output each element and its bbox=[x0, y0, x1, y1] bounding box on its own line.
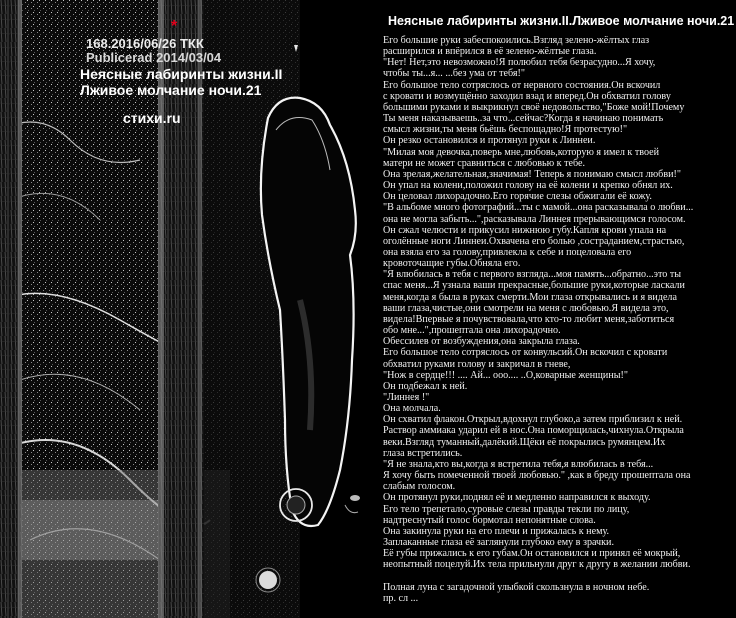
story-line: Она закинула руки на его плечи и прижалась к нему. bbox=[383, 525, 610, 537]
story-line: Она молчала. bbox=[383, 403, 441, 415]
story-line: матери не может сравниться с любовью к тебе. bbox=[383, 157, 586, 169]
story-line: Он сжал челюсти и прикусил нижнюю губу.Капля крови упала на bbox=[383, 224, 667, 236]
story-line: Он резко остановился и протянул руки к Линнеи. bbox=[383, 135, 596, 147]
story-title: Неясные лабиринты жизни.II.Лживое молчание ночи.21 bbox=[388, 14, 735, 28]
story-line: "В альбоме много фотографий...ты с мамой...она расказывала о любви... bbox=[383, 202, 694, 214]
story-line: "Линнея !" bbox=[383, 392, 430, 403]
story-line: Его большое тело сотряслось от нервного состояния.Он вскочил bbox=[383, 79, 661, 91]
post-number-date: 168.2016/06/26 ТКК bbox=[86, 36, 204, 51]
story-line: Он подбежал к ней. bbox=[383, 380, 468, 392]
story-line: Он упал на колени,положил голову на её колени и крепко обнял их. bbox=[383, 180, 673, 192]
photo-title-line2: Лживое молчание ночи.21 bbox=[80, 82, 262, 98]
story-line: слабым голосом. bbox=[383, 481, 456, 493]
story-line: Он целовал лихорадочно.Его горячие слезы обжигали её кожу. bbox=[383, 191, 652, 203]
story-line: оголённые ноги Линнеи.Охвачена его болью ,состраданием,страстью, bbox=[383, 235, 685, 247]
story-line: она не могла забыть...",расказывала Линнея прерывающимся голосом. bbox=[383, 213, 686, 225]
story-line: меня,когда я была в руках смерти.Мои глаза открывались и я видела bbox=[383, 291, 677, 303]
story-line: глаза встретились. bbox=[383, 447, 463, 459]
story-line: чтобы ты...я... ...без ума от тебя!" bbox=[383, 68, 526, 80]
red-asterisk-mark: * bbox=[171, 18, 178, 35]
story-line: "Я не знала,кто вы,когда я встретила тебя,я влюбилась в тебя... bbox=[383, 458, 654, 470]
story-line: Его тело трепетало,суровые слезы правды текли по лицу, bbox=[383, 503, 630, 515]
site-name-link[interactable]: стихи.ru bbox=[123, 110, 181, 126]
story-line: Его большие руки забеспокоились.Взгляд зелено-жёлтых глаз bbox=[383, 35, 650, 46]
story-line: "Милая моя девочка,поверь мне,любовь,которую я имел к твоей bbox=[383, 146, 660, 158]
story-line: надтреснутый голос бормотал непонятные слова. bbox=[383, 514, 596, 526]
story-line: Он схватил флакон.Открыл,вдохнул глубоко,а затем приблизил к ней. bbox=[383, 414, 683, 426]
story-line: "Я влюбилась в тебя с первого взгляда...моя память...обратно...это ты bbox=[383, 269, 682, 281]
story-line: спас меня...Я узнала ваши прекрасные,большие руки,которые ласкали bbox=[383, 280, 685, 292]
story-line bbox=[383, 571, 735, 582]
story-line: веки.Взгляд туманный,далёкий.Щёки её покрылись румянцем.Их bbox=[383, 436, 666, 448]
story-line: большими руками и выкрикнул своё недовольство,"Боже мой!Почему bbox=[383, 101, 685, 113]
story-line: "Нож в сердце!!! .... Ай... ооо.... ..О,коварные женщины!" bbox=[383, 369, 628, 381]
story-line: Она зрелая,желательная,значимая! Теперь я понимаю смысл любви!" bbox=[383, 168, 681, 180]
story-line: Он протянул руки,поднял её и медленно направился к выходу. bbox=[383, 492, 651, 504]
story-line: неопытный поцелуй.Их тела прильнули друг к другу в желании любви. bbox=[383, 559, 691, 571]
published-date: Publicerad 2014/03/04 bbox=[86, 50, 222, 65]
story-line: Обессилев от возбуждения,она закрыла глаза. bbox=[383, 336, 580, 348]
story-line: Ты меня наказываешь..за что...сейчас?Когда я начинаю понимать bbox=[383, 113, 664, 125]
story-line: Её губы прижались к его губам.Он остановился и принял её мокрый, bbox=[383, 548, 681, 560]
story-line: Заплаканные глаза её заглянули глубоко ему в зрачки. bbox=[383, 537, 614, 549]
story-line: кровоточащие губы.Обняла его. bbox=[383, 258, 521, 270]
photo-title-line1: Неясные лабиринты жизни.II bbox=[80, 66, 283, 82]
story-line: Полная луна с загадочной улыбкой скользнула в ночном небе. bbox=[383, 581, 650, 593]
story-line: с кровати и возмущённо заходил взад и вперед.Он обхватил голову bbox=[383, 90, 671, 102]
story-line: Я хочу быть помеченной твоей любовью." ,как в бреду прошептала она bbox=[383, 470, 691, 482]
story-line: ваши глаза,чистые,они смотрели на меня с любовью.Я видела это, bbox=[383, 302, 669, 314]
story-line: она взяла его за голову,привлекла к себе и поцеловала его bbox=[383, 246, 632, 258]
story-text bbox=[383, 35, 735, 604]
story-line: смысл жизни,ты меня бьёшь беспощадно!Я протестую!" bbox=[383, 124, 628, 136]
story-line: "Нет! Нет,это невозможно!Я полюбил тебя безрасудно...Я хочу, bbox=[383, 57, 656, 69]
story-line: обо мне...",прошептала она лихорадочно. bbox=[383, 325, 561, 337]
story-line: обхватил руками голову и закричал в гневе, bbox=[383, 358, 571, 370]
story-line: Раствор аммиака ударил ей в нос.Она поморщилась,чихнула.Открыла bbox=[383, 425, 684, 437]
story-line: Его большое тело сотряслось от конвульсий.Он вскочил с кровати bbox=[383, 347, 668, 359]
story-line: видела!Впервые я почувствовала,что кто-то любит меня,заботиться bbox=[383, 313, 675, 325]
story-line: пр. сл ... bbox=[383, 592, 419, 604]
story-line: расширился и впёрился в её зелено-жёлтые глаза. bbox=[383, 46, 597, 58]
